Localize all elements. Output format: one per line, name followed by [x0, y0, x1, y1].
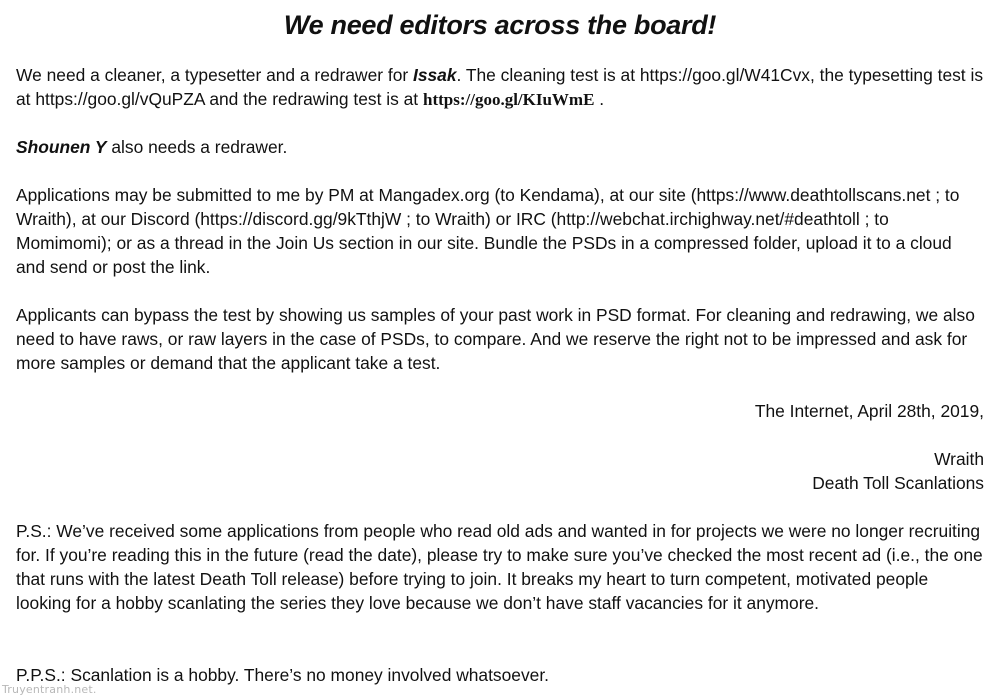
- applications-paragraph: Applications may be submitted to me by PM at Mangadex.org (to Kendama), at our site (https://www.deathtollscans.net ; to Wraith), at our Discord (https://discord.gg/9kTthjW ; to Wraith) or IRC (http://webchat.irchighway.net/#deathtoll ; to Momimomi); or as a thread in the Join Us section in our site. Bundle the PSDs in a compressed folder, upload it to a cloud and send or post the link.: [16, 185, 960, 277]
- signature-name: Wraith: [934, 449, 984, 469]
- intro-text-3: .: [594, 89, 605, 109]
- intro-text-2: . The cleaning test is at https://goo.gl/W41Cvx, the typesetting test is at https://goo.gl/vQuPZA and the redrawing test is at: [16, 65, 984, 109]
- intro-text-1: We need a cleaner, a typesetter and a redrawer for: [16, 65, 413, 85]
- site-watermark: Truyentranh.net.: [2, 683, 97, 696]
- page-title: We need editors across the board!: [283, 10, 717, 40]
- project-name-issak: Issak: [413, 65, 457, 85]
- ps-paragraph: P.S.: We’ve received some applications from people who read old ads and wanted in for projects we were no longer recruiting for. If you’re reading this in the future (read the date), please try to make sure you’ve checked the most recent ad (i.e., the one that runs with the latest Death Toll release) before trying to join. It breaks my heart to turn competent, motivated people looking for a hobby scanlating the series they love because we don’t have staff vacancies for it anymore.: [16, 521, 983, 613]
- signature-place-date: The Internet, April 28th, 2019,: [754, 401, 984, 421]
- second-project-text: also needs a redrawer.: [106, 137, 288, 157]
- recruitment-notice: [16, 0, 984, 699]
- intro-paragraph: [16, 63, 984, 112]
- bypass-paragraph: Applicants can bypass the test by showing us samples of your past work in PSD format. For cleaning and redrawing, we also need to have raws, or raw layers in the case of PSDs, to compare. And we reserve the right not to be impressed and ask for more samples or demand that the applicant take a test.: [16, 305, 975, 373]
- redraw-test-link[interactable]: https://goo.gl/KIuWmE: [422, 90, 595, 109]
- second-project-paragraph: [16, 135, 984, 159]
- pps-paragraph: P.P.S.: Scanlation is a hobby. There’s no money involved whatsoever.: [16, 665, 550, 685]
- signature-group: Death Toll Scanlations: [812, 473, 984, 493]
- project-name-shounen-y: Shounen Y: [16, 137, 107, 157]
